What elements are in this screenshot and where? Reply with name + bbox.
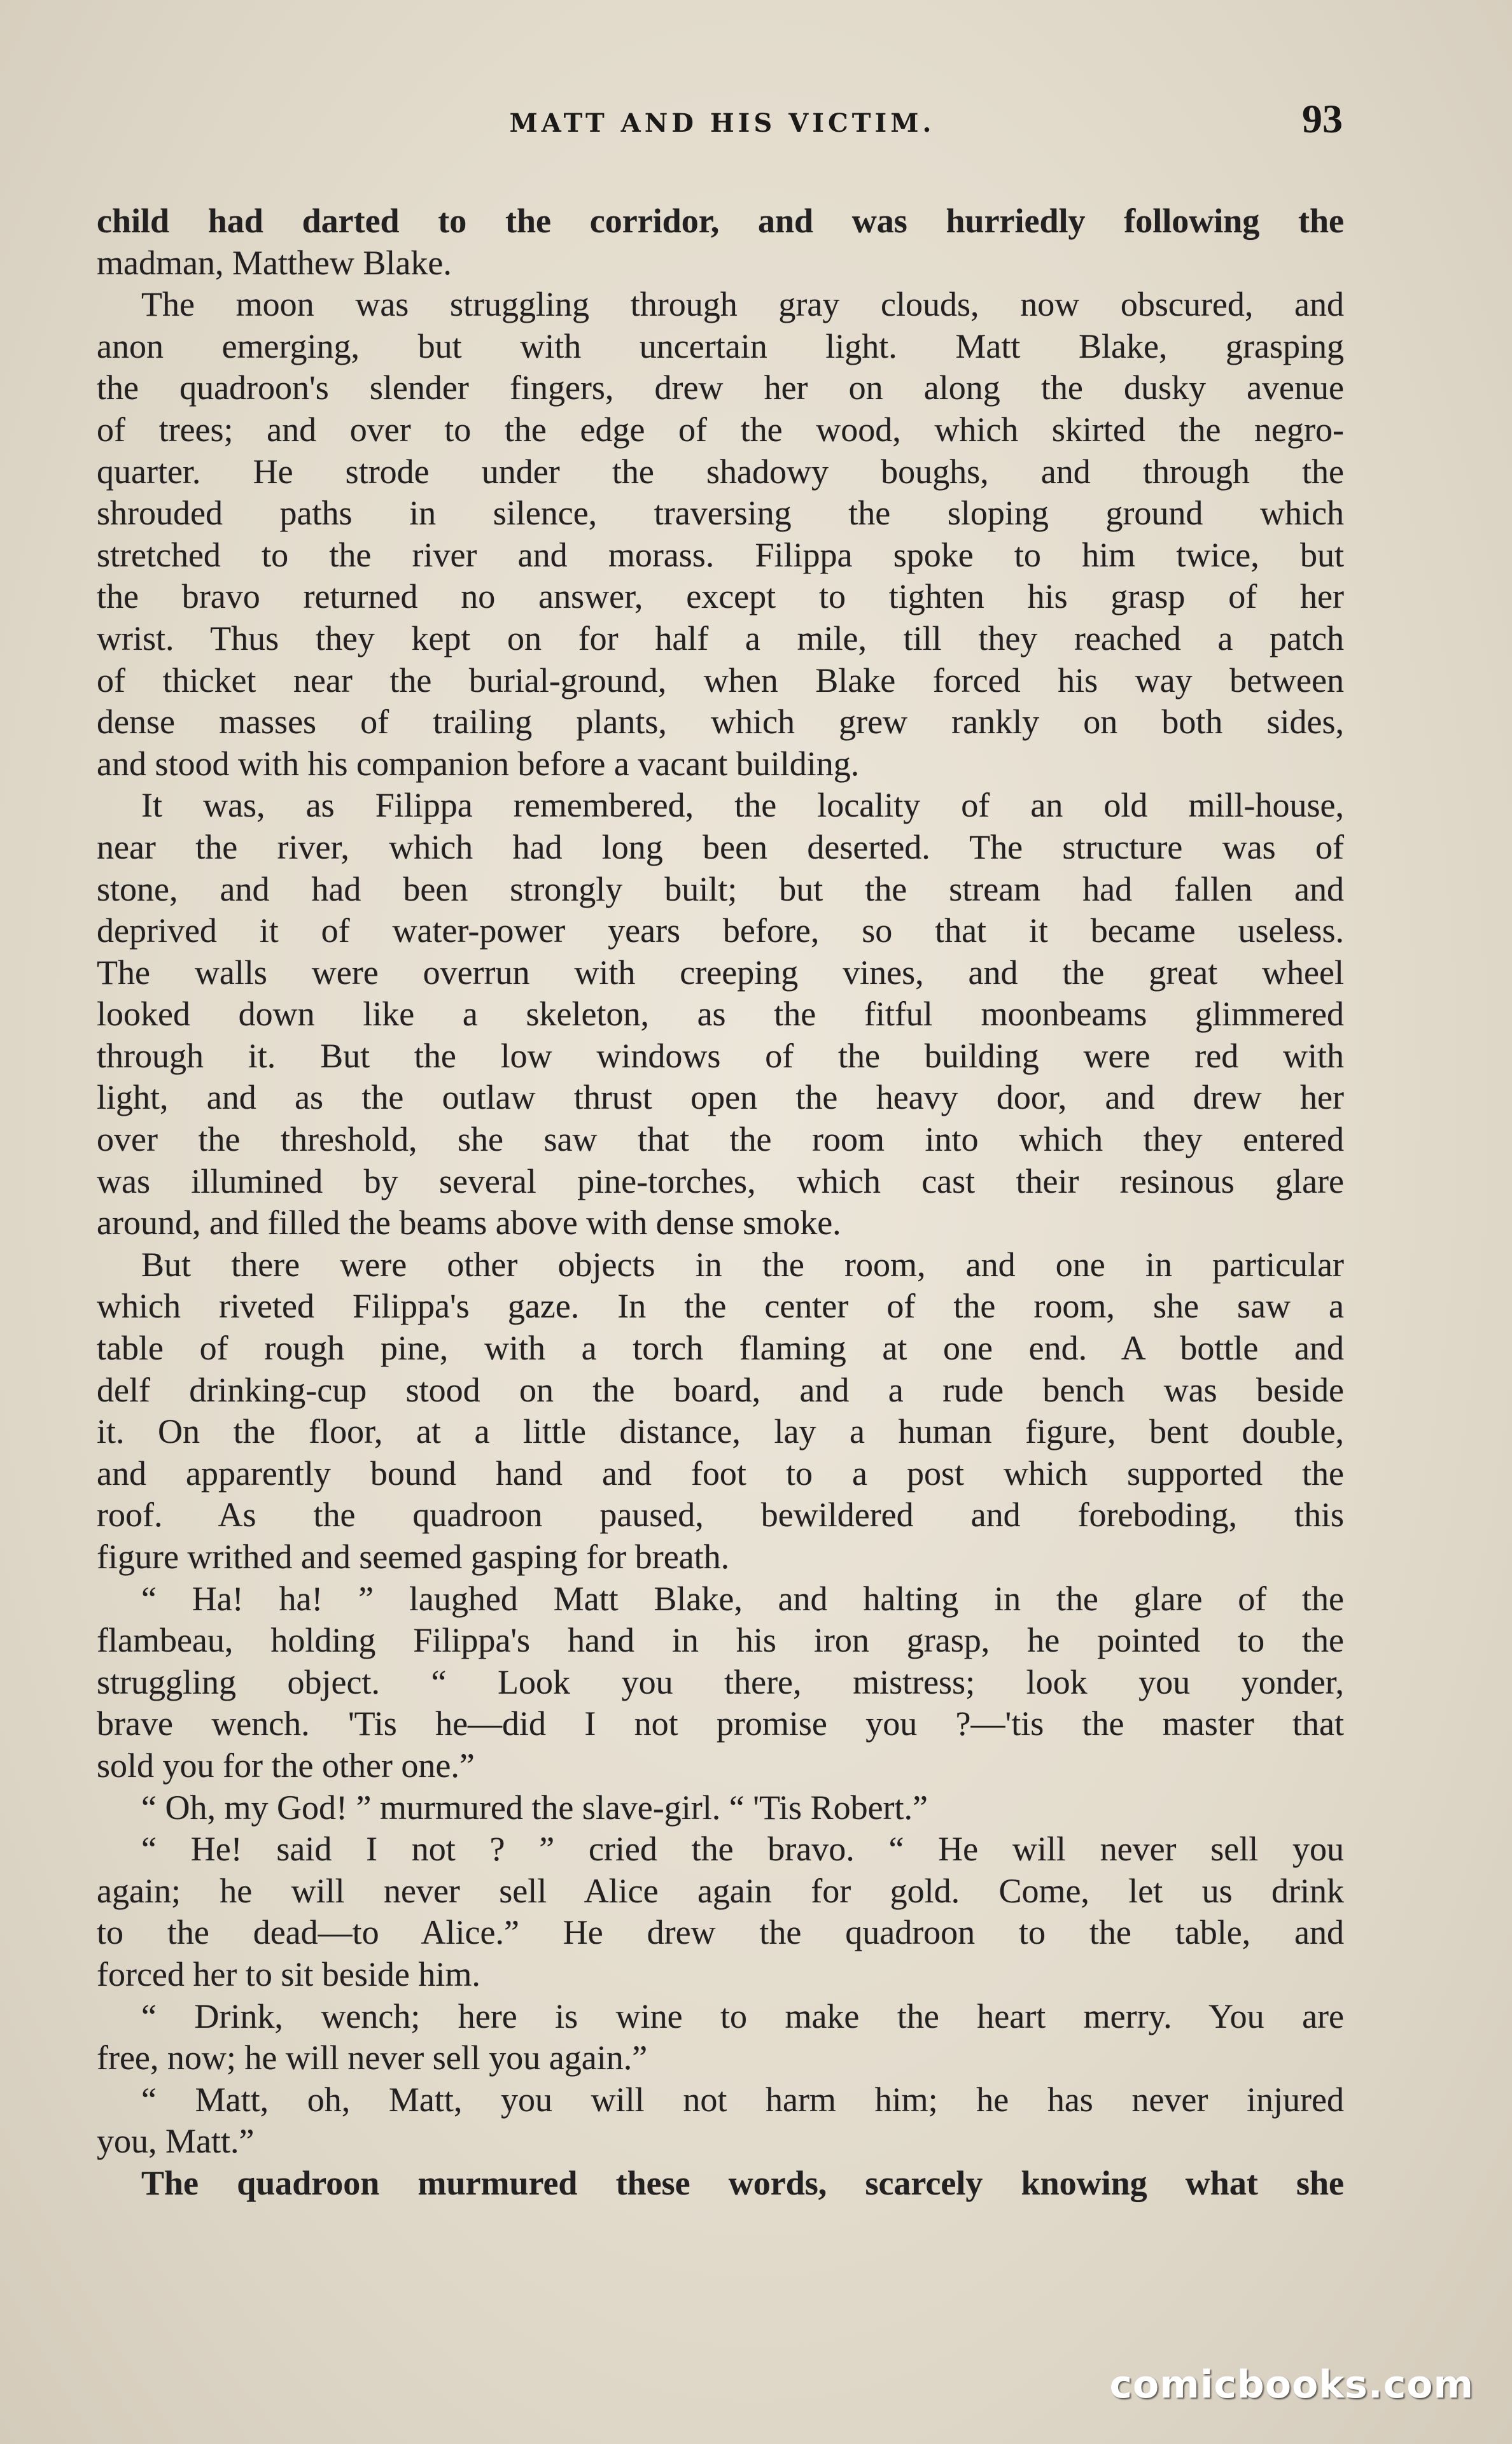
page-header bbox=[102, 95, 1343, 146]
text-line: was illumined by several pine-torches, which cast their resinous glare bbox=[97, 1162, 1344, 1200]
text-line: the quadroon's slender fingers, drew her on along the dusky avenue bbox=[97, 369, 1344, 407]
text-line: to the dead—to Alice.” He drew the quadroon to the table, and bbox=[97, 1913, 1344, 1952]
text-line: roof. As the quadroon paused, bewildered and foreboding, this bbox=[97, 1496, 1344, 1535]
text-line: stretched to the river and morass. Filippa spoke to him twice, but bbox=[97, 535, 1344, 574]
text-line: near the river, which had long been deserted. The structure was of bbox=[97, 827, 1344, 866]
text-line: But there were other objects in the room, and one in particular bbox=[141, 1245, 1344, 1284]
text-line: again; he will never sell Alice again for gold. Come, let us drink bbox=[97, 1871, 1344, 1910]
text-line: The walls were overrun with creeping vines, and the great wheel bbox=[97, 953, 1344, 992]
text-line: struggling object. “ Look you there, mistress; look you yonder, bbox=[97, 1662, 1344, 1701]
text-line: over the threshold, she saw that the room into which they entered bbox=[97, 1120, 1344, 1159]
text-line: shrouded paths in silence, traversing the sloping ground which bbox=[97, 494, 1344, 533]
text-line: anon emerging, but with uncertain light. Matt Blake, grasping bbox=[97, 327, 1344, 365]
text-line: through it. But the low windows of the building were red with bbox=[97, 1036, 1344, 1075]
text-line: light, and as the outlaw thrust open the heavy door, and drew her bbox=[97, 1078, 1344, 1117]
text-line: The quadroon murmured these words, scarcely knowing what she bbox=[141, 2163, 1344, 2202]
text-line: “ Drink, wench; here is wine to make the heart merry. You are bbox=[141, 1997, 1344, 2035]
text-line: The moon was struggling through gray clouds, now obscured, and bbox=[141, 285, 1344, 324]
text-line: figure writhed and seemed gasping for breath. bbox=[97, 1538, 730, 1576]
text-line: “ He! said I not ? ” cried the bravo. “ He will never sell you bbox=[141, 1830, 1344, 1869]
text-line: free, now; he will never sell you again.” bbox=[97, 2039, 648, 2077]
text-line: you, Matt.” bbox=[97, 2122, 255, 2161]
text-line: which riveted Filippa's gaze. In the center of the room, she saw a bbox=[97, 1287, 1344, 1326]
text-line: deprived it of water-power years before, so that it became useless. bbox=[97, 911, 1344, 950]
text-line: the bravo returned no answer, except to tighten his grasp of her bbox=[97, 577, 1344, 616]
text-line: wrist. Thus they kept on for half a mile, till they reached a patch bbox=[97, 619, 1344, 657]
text-line: flambeau, holding Filippa's hand in his iron grasp, he pointed to the bbox=[97, 1621, 1344, 1660]
text-line: forced her to sit beside him. bbox=[97, 1955, 480, 1993]
text-line: table of rough pine, with a torch flaming at one end. A bottle and bbox=[97, 1329, 1344, 1368]
text-line: sold you for the other one.” bbox=[97, 1746, 475, 1785]
page-number: 93 bbox=[1302, 96, 1343, 141]
text-line: “ Ha! ha! ” laughed Matt Blake, and halting in the glare of the bbox=[141, 1579, 1344, 1618]
text-line: and apparently bound hand and foot to a post which supported the bbox=[97, 1454, 1344, 1492]
text-line: and stood with his companion before a vacant building. bbox=[97, 744, 860, 783]
text-line: around, and filled the beams above with dense smoke. bbox=[97, 1204, 841, 1242]
text-line: “ Matt, oh, Matt, you will not harm him; he has never injured bbox=[141, 2080, 1344, 2119]
text-line: looked down like a skeleton, as the fitful moonbeams glimmered bbox=[97, 995, 1344, 1034]
text-line: stone, and had been strongly built; but the stream had fallen and bbox=[97, 869, 1344, 908]
text-line: child had darted to the corridor, and was hurriedly following the bbox=[97, 202, 1344, 240]
text-line: of thicket near the burial-ground, when Blake forced his way between bbox=[97, 661, 1344, 699]
text-line: delf drinking-cup stood on the board, and a rude bench was beside bbox=[97, 1370, 1344, 1409]
text-line: “ Oh, my God! ” murmured the slave-girl. “ 'Tis Robert.” bbox=[141, 1788, 928, 1827]
text-line: it. On the floor, at a little distance, lay a human figure, bent double, bbox=[97, 1412, 1344, 1451]
text-line: It was, as Filippa remembered, the locality of an old mill-house, bbox=[141, 786, 1344, 825]
text-line: quarter. He strode under the shadowy boughs, and through the bbox=[97, 452, 1344, 491]
text-line: madman, Matthew Blake. bbox=[97, 243, 452, 282]
text-line: dense masses of trailing plants, which grew rankly on both sides, bbox=[97, 703, 1344, 741]
text-line: of trees; and over to the edge of the wood, which skirted the negro- bbox=[97, 410, 1344, 449]
running-head: MATT AND HIS VICTIM. bbox=[509, 108, 935, 138]
text-line: brave wench. 'Tis he—did I not promise you ?—'tis the master that bbox=[97, 1704, 1344, 1743]
body-text bbox=[97, 200, 1344, 2205]
watermark-text: comicbooks.com bbox=[1109, 2363, 1474, 2407]
